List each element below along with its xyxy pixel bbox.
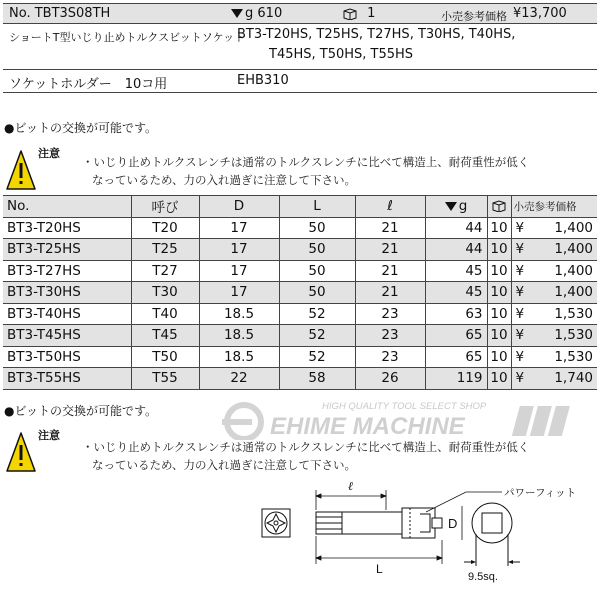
row-L: 52 <box>279 325 355 347</box>
table-row <box>3 260 597 282</box>
weight-icon <box>231 9 243 18</box>
table-row <box>3 303 597 325</box>
row-weight: 45 <box>425 282 487 304</box>
caution-line-2: なっているため、力の入れ過ぎに注意して下さい。 <box>92 458 357 472</box>
row-L: 52 <box>279 303 355 325</box>
weight-unit: g <box>245 6 254 21</box>
row-price <box>511 282 597 304</box>
col-price: 小売参考価格 <box>511 196 597 218</box>
row-price-currency: ¥ <box>515 284 525 301</box>
row-qty: 10 <box>487 217 511 239</box>
row-weight: 65 <box>425 325 487 347</box>
row-no: BT3-T45HS <box>3 325 131 347</box>
caution-text-bottom <box>82 438 529 474</box>
set-code: No. TBT3S08TH <box>9 6 111 21</box>
row-L: 50 <box>279 217 355 239</box>
col-weight-unit: g <box>458 198 468 215</box>
row-d: 17 <box>199 217 279 239</box>
caution-text-top <box>82 153 529 189</box>
row-price <box>511 368 597 390</box>
weight-icon <box>445 202 457 211</box>
row-L: 50 <box>279 260 355 282</box>
row-price-currency: ¥ <box>515 305 525 322</box>
price-label: 小売参考価格 <box>441 10 507 23</box>
row-yobi: T50 <box>131 346 199 368</box>
row-l: 23 <box>355 346 425 368</box>
row-l: 23 <box>355 303 425 325</box>
qty-value: 1 <box>367 6 376 21</box>
caution-label: 注意 <box>38 429 60 442</box>
table-row <box>3 325 597 347</box>
caution-line-1: ・いじり止めトルクスレンチは通常のトルクスレンチに比べて構造上、耐荷重性が低く <box>82 440 530 454</box>
row-qty: 10 <box>487 303 511 325</box>
col-no: No. <box>3 196 131 218</box>
row-d: 18.5 <box>199 346 279 368</box>
row-no: BT3-T25HS <box>3 239 131 261</box>
row-qty: 10 <box>487 325 511 347</box>
set-items-line2: T45HS, T50HS, T55HS <box>269 47 414 62</box>
table-row <box>3 346 597 368</box>
set-quantity <box>343 6 375 21</box>
row-price-value: 1,400 <box>554 219 593 236</box>
bit-end-view <box>262 509 290 537</box>
note-replaceable-bottom: ●ビットの交換が可能です。 <box>4 404 158 418</box>
bit-side-view <box>316 508 442 538</box>
row-price-currency: ¥ <box>515 370 525 387</box>
row-l: 21 <box>355 217 425 239</box>
row-weight: 63 <box>425 303 487 325</box>
col-qty <box>487 196 511 218</box>
caution-line-2: なっているため、力の入れ過ぎに注意して下さい。 <box>92 173 357 187</box>
row-qty: 10 <box>487 282 511 304</box>
header-row-holder <box>3 70 597 93</box>
row-d: 17 <box>199 239 279 261</box>
row-yobi: T20 <box>131 217 199 239</box>
holder-label: ソケットホルダー 10コ用 <box>9 77 168 92</box>
power-fit-label: パワーフィット <box>504 487 577 499</box>
row-weight: 45 <box>425 260 487 282</box>
row-d: 22 <box>199 368 279 390</box>
row-yobi: T55 <box>131 368 199 390</box>
square-drive-end-view <box>464 503 520 566</box>
table-row <box>3 217 597 239</box>
row-no: BT3-T20HS <box>3 217 131 239</box>
col-weight <box>425 196 487 218</box>
table-row <box>3 368 597 390</box>
row-price-value: 1,740 <box>554 370 593 387</box>
row-yobi: T30 <box>131 282 199 304</box>
row-price <box>511 217 597 239</box>
box-icon <box>492 200 506 212</box>
col-l: ℓ <box>355 196 425 218</box>
row-price-value: 1,530 <box>554 348 593 365</box>
table-row <box>3 282 597 304</box>
dim-sq-label: 9.5sq. <box>468 571 498 583</box>
row-no: BT3-T55HS <box>3 368 131 390</box>
watermark-tagline: HIGH QUALITY TOOL SELECT SHOP <box>322 401 487 412</box>
set-items-line1: BT3-T20HS, T25HS, T27HS, T30HS, T40HS, <box>237 27 516 42</box>
dim-L-label: L <box>376 562 383 576</box>
row-weight: 44 <box>425 217 487 239</box>
table-row <box>3 239 597 261</box>
row-l: 21 <box>355 239 425 261</box>
row-qty: 10 <box>487 368 511 390</box>
row-l: 21 <box>355 260 425 282</box>
col-d: D <box>199 196 279 218</box>
set-price: ¥13,700 <box>513 6 567 21</box>
row-l: 26 <box>355 368 425 390</box>
table-header-row <box>3 196 597 218</box>
row-l: 23 <box>355 325 425 347</box>
row-d: 18.5 <box>199 325 279 347</box>
row-L: 58 <box>279 368 355 390</box>
set-weight <box>231 6 282 21</box>
dim-D-label: D <box>448 516 458 531</box>
header-row-contents <box>3 24 597 70</box>
row-no: BT3-T50HS <box>3 346 131 368</box>
spec-table <box>3 195 597 390</box>
row-price <box>511 346 597 368</box>
row-price-value: 1,400 <box>554 262 593 279</box>
caution-line-1: ・いじり止めトルクスレンチは通常のトルクスレンチに比べて構造上、耐荷重性が低く <box>82 155 530 169</box>
row-yobi: T25 <box>131 239 199 261</box>
row-yobi: T27 <box>131 260 199 282</box>
row-price-value: 1,400 <box>554 284 593 301</box>
col-L: L <box>279 196 355 218</box>
row-L: 52 <box>279 346 355 368</box>
row-price <box>511 325 597 347</box>
row-no: BT3-T27HS <box>3 260 131 282</box>
row-price-value: 1,530 <box>554 305 593 322</box>
row-l: 21 <box>355 282 425 304</box>
row-price <box>511 303 597 325</box>
holder-code: EHB310 <box>237 73 289 88</box>
row-price-currency: ¥ <box>515 241 525 258</box>
row-no: BT3-T30HS <box>3 282 131 304</box>
dimension-diagram <box>230 476 590 596</box>
set-name: ショートT型いじり止めトルクスビットソケット <box>9 31 246 44</box>
row-price-currency: ¥ <box>515 348 525 365</box>
row-d: 17 <box>199 260 279 282</box>
row-weight: 65 <box>425 346 487 368</box>
row-yobi: T45 <box>131 325 199 347</box>
row-weight: 44 <box>425 239 487 261</box>
row-yobi: T40 <box>131 303 199 325</box>
row-price <box>511 239 597 261</box>
row-L: 50 <box>279 239 355 261</box>
caution-label: 注意 <box>38 147 60 160</box>
watermark-brand: EHIME MACHINE <box>270 413 465 440</box>
note-replaceable-top: ●ビットの交換が可能です。 <box>4 121 158 135</box>
row-qty: 10 <box>487 346 511 368</box>
row-price <box>511 260 597 282</box>
caution-badge-bottom <box>4 425 64 477</box>
row-price-currency: ¥ <box>515 262 525 279</box>
warning-icon <box>6 149 36 191</box>
row-price-value: 1,400 <box>554 241 593 258</box>
row-price-currency: ¥ <box>515 219 525 236</box>
row-price-value: 1,530 <box>554 327 593 344</box>
dim-l-label: ℓ <box>348 479 353 493</box>
row-L: 50 <box>279 282 355 304</box>
row-d: 18.5 <box>199 303 279 325</box>
watermark-logo <box>222 398 582 440</box>
row-qty: 10 <box>487 239 511 261</box>
box-icon <box>343 8 357 20</box>
header-row-code <box>3 4 597 24</box>
row-weight: 119 <box>425 368 487 390</box>
weight-value: 610 <box>257 6 283 21</box>
row-d: 17 <box>199 282 279 304</box>
col-yobi: 呼び <box>131 196 199 218</box>
row-no: BT3-T40HS <box>3 303 131 325</box>
product-header <box>3 3 597 93</box>
caution-badge-top <box>4 143 64 195</box>
warning-icon <box>6 431 36 473</box>
row-qty: 10 <box>487 260 511 282</box>
row-price-currency: ¥ <box>515 327 525 344</box>
